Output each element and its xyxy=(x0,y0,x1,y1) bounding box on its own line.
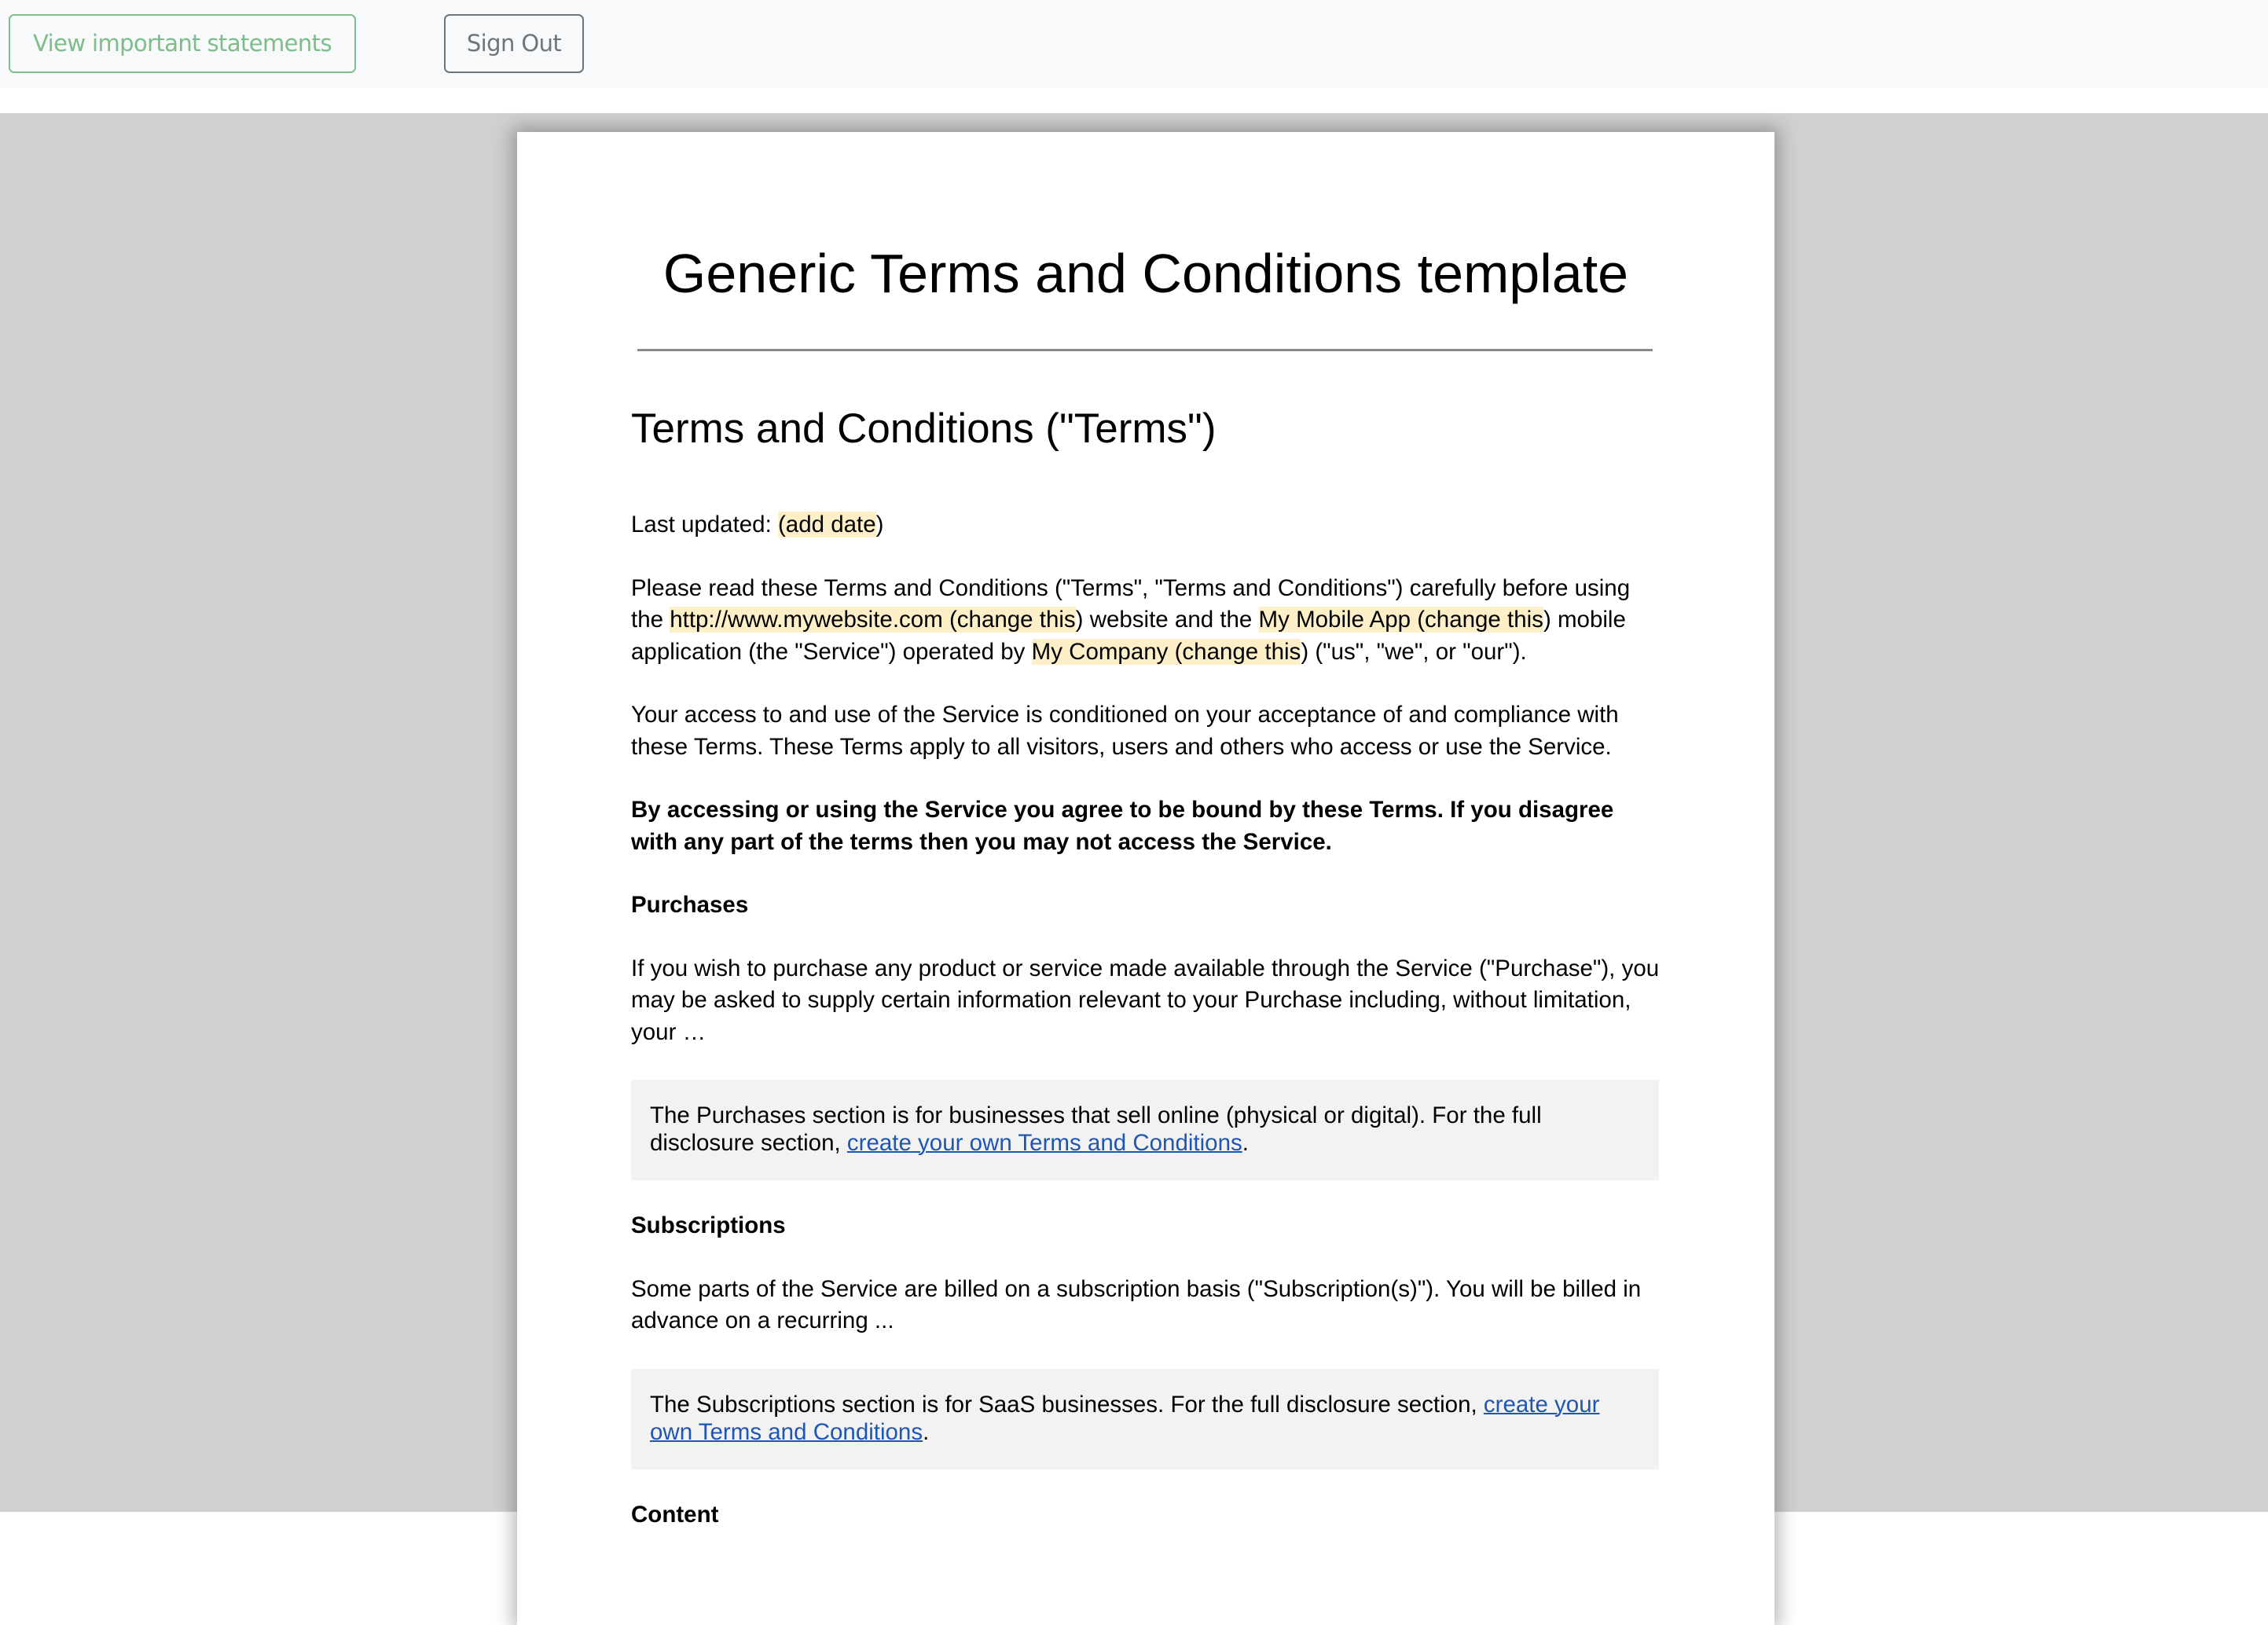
sign-out-button[interactable]: Sign Out xyxy=(444,14,584,73)
intro-text-3: ) mobile application (the "Service") operated by xyxy=(631,607,1626,665)
purchases-heading: Purchases xyxy=(631,892,749,918)
terms-heading: Terms and Conditions ("Terms") xyxy=(631,405,1217,452)
intro-text-2: ) website and the xyxy=(1075,607,1259,633)
purchases-paragraph: If you wish to purchase any product or service made available through the Service ("Purchase"), you may be asked to supply certain information relevant to your Purchase including, without limitation, your … xyxy=(631,955,1660,1045)
document-body xyxy=(631,509,1661,1562)
purchases-note xyxy=(631,1080,1659,1180)
document-page xyxy=(517,132,1774,1625)
last-updated-suffix: ) xyxy=(875,512,884,537)
view-important-statements-button[interactable]: View important statements xyxy=(9,14,356,73)
purchases-create-terms-link[interactable]: create your own Terms and Conditions xyxy=(846,1130,1242,1156)
website-placeholder: http://www.mywebsite.com (change this xyxy=(670,607,1076,633)
document-viewer[interactable] xyxy=(0,113,2268,1528)
subscriptions-paragraph: Some parts of the Service are billed on a subscription basis ("Subscription(s)"). You will be billed in advance on a recurring ... xyxy=(631,1275,1642,1333)
subscriptions-note-text: The Subscriptions section is for SaaS businesses. For the full disclosure section, xyxy=(650,1391,1484,1418)
document-title: Generic Terms and Conditions template xyxy=(662,243,1629,304)
subscriptions-note xyxy=(631,1369,1659,1469)
agreement-paragraph: By accessing or using the Service you agree to be bound by these Terms. If you disagree with any part of the terms then you may not access the Service. xyxy=(631,797,1614,855)
subscriptions-create-terms-link[interactable]: create your own Terms and Conditions xyxy=(650,1391,1600,1445)
date-placeholder: (add date xyxy=(777,512,876,537)
title-divider xyxy=(637,349,1653,351)
app-placeholder: My Mobile App (change this xyxy=(1258,607,1543,633)
last-updated xyxy=(631,509,1661,541)
last-updated-label: Last updated: xyxy=(631,512,778,537)
intro-text-1: Please read these Terms and Conditions ("Terms", "Terms and Conditions") carefully before using the xyxy=(631,574,1631,633)
purchases-note-text: The Purchases section is for businesses that sell online (physical or digital). For the full disclosure section, xyxy=(650,1102,1542,1156)
intro-paragraph xyxy=(631,573,1661,669)
intro-text-4: ) ("us", "we", or "our"). xyxy=(1301,638,1527,665)
purchases-note-end: . xyxy=(1242,1130,1249,1156)
subscriptions-heading: Subscriptions xyxy=(631,1212,786,1238)
company-placeholder: My Company (change this xyxy=(1031,638,1301,665)
access-paragraph: Your access to and use of the Service is conditioned on your acceptance of and compliance with these Terms. These Terms apply to all visitors, users and others who access or use the Service. xyxy=(631,702,1619,760)
subscriptions-note-end: . xyxy=(923,1418,930,1445)
top-toolbar xyxy=(0,0,2268,88)
content-heading: Content xyxy=(631,1501,719,1528)
